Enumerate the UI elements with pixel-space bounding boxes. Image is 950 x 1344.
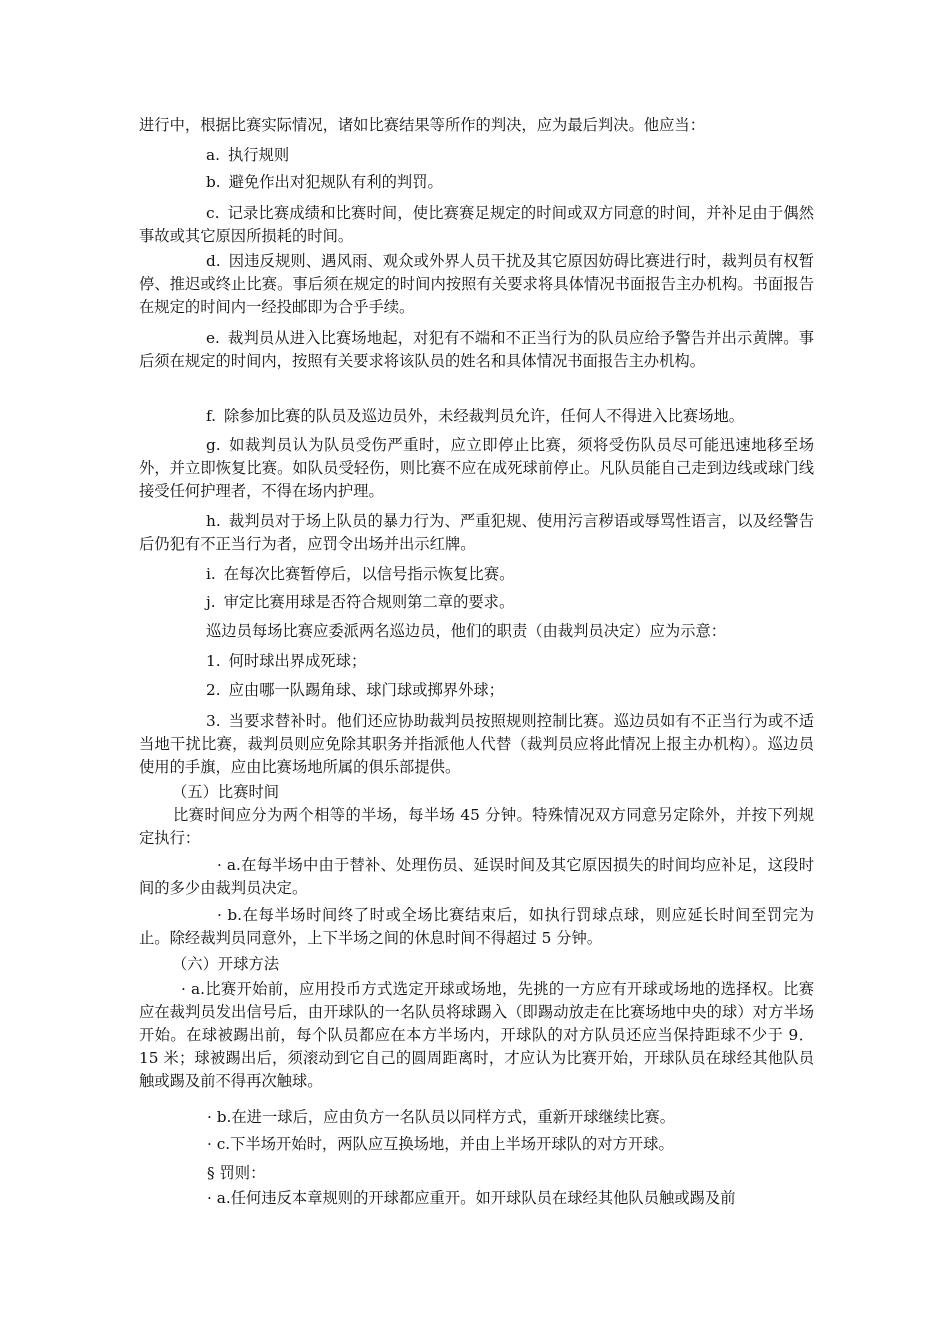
item-g-text: 如裁判员认为队员受伤严重时，应立即停止比赛，须将受伤队员尽可能迅速地移至场外，并立即恢复比赛。如队员受轻伤，则比赛不应在成死球前停止。凡队员能自己走到边线或球门线接受任何护理者，不得在场内护理。	[139, 436, 814, 500]
duty-2-label: 2.	[206, 681, 221, 699]
item-b-text: 避免作出对犯规队有利的判罚。	[228, 173, 443, 191]
item-i-text: 在每次比赛暂停后，以信号指示恢复比赛。	[223, 565, 515, 583]
item-c	[139, 202, 814, 248]
item-f-label: f.	[206, 407, 216, 425]
item-h	[139, 510, 814, 556]
item-c-text: 记录比赛成绩和比赛时间，使比赛赛足规定的时间或双方同意的时间，并补足由于偶然事故或其它原因所损耗的时间。	[139, 204, 814, 245]
intro-paragraph	[139, 114, 814, 137]
penalty-heading	[207, 1162, 814, 1185]
item-j-label: j.	[206, 593, 216, 611]
item-g	[139, 434, 814, 503]
duty-3	[139, 710, 814, 779]
item-j	[206, 591, 814, 614]
item-h-label: h.	[206, 512, 221, 530]
item-e-label: e.	[206, 329, 220, 347]
section-5-item-a	[139, 854, 814, 900]
item-e-text: 裁判员从进入比赛场地起，对犯有不端和不正当行为的队员应给予警告并出示黄牌。事后须在规定的时间内，按照有关要求将该队员的姓名和具体情况书面报告主办机构。	[139, 329, 814, 370]
duty-1-label: 1.	[206, 652, 221, 670]
item-b-label: b.	[206, 173, 221, 191]
item-d-text: 因违反规则、遇风雨、观众或外界人员干扰及其它原因妨碍比赛进行时，裁判员有权暂停、推迟或终止比赛。事后须在规定的时间内按照有关要求将具体情况书面报告主办机构。书面报告在规定的时间内一经投邮即为合乎手续。	[139, 252, 814, 316]
item-a-label: a.	[206, 146, 220, 164]
item-d-label: d.	[206, 252, 221, 270]
item-i	[206, 563, 814, 586]
section-6-heading	[172, 953, 814, 976]
item-a-text: 执行规则	[227, 146, 290, 164]
section-6-item-a-text: · a.比赛开始前，应用投币方式选定开球或场地，先挑的一方应有开球或场地的选择权。比赛应在裁判员发出信号后，由开球队的一名队员将球踢入（即踢动放走在比赛场地中央的球）对方半场开始。在球被踢出前，每个队员都应在本方半场内，开球队的对方队员还应当保持距球不少于 9．15 米；球被踢出后，须滚动到它自己的圆周距离时，才应认为比赛开始，开球队员在球经其他队员触或踢及前不得再次触球。	[139, 980, 814, 1090]
item-e	[139, 327, 814, 373]
duty-2-text: 应由哪一队踢角球、球门球或掷界外球；	[228, 681, 504, 699]
section-5-item-b	[139, 904, 814, 950]
section-6-title: （六）开球方法	[172, 955, 280, 973]
section-5-item-a-text: · a.在每半场中由于替补、处理伤员、延误时间及其它原因损失的时间均应补足，这段时间的多少由裁判员决定。	[139, 856, 814, 897]
penalty-item-a	[207, 1187, 814, 1210]
item-b	[206, 171, 814, 194]
item-f	[206, 405, 814, 428]
penalty-title: § 罚则：	[207, 1164, 266, 1182]
duty-1-text: 何时球出界成死球；	[228, 652, 367, 670]
linesman-paragraph	[206, 620, 814, 643]
duty-1	[206, 650, 814, 673]
item-g-label: g.	[206, 436, 221, 454]
item-f-text: 除参加比赛的队员及巡边员外，未经裁判员允许，任何人不得进入比赛场地。	[223, 407, 745, 425]
section-6-item-c	[207, 1133, 814, 1156]
item-a	[206, 144, 814, 167]
item-d	[139, 250, 814, 319]
item-i-label: i.	[206, 565, 216, 583]
item-h-text: 裁判员对于场上队员的暴力行为、严重犯规、使用污言秽语或辱骂性语言，以及经警告后仍犯有不正当行为者，应罚令出场并出示红牌。	[139, 512, 814, 553]
section-6-item-b	[207, 1106, 814, 1129]
section-5-body	[139, 804, 814, 850]
duty-3-label: 3.	[206, 712, 221, 730]
item-c-label: c.	[206, 204, 220, 222]
duty-3-text: 当要求替补时。他们还应协助裁判员按照规则控制比赛。巡边员如有不正当行为或不适当地干扰比赛，裁判员则应免除其职务并指派他人代替（裁判员应将此情况上报主办机构）。巡边员使用的手旗，应由比赛场地所属的俱乐部提供。	[139, 712, 814, 776]
item-j-text: 审定比赛用球是否符合规则第二章的要求。	[223, 593, 515, 611]
section-5-title: （五）比赛时间	[172, 783, 280, 801]
duty-2	[206, 679, 814, 702]
penalty-item-a-text: · a.任何违反本章规则的开球都应重开。如开球队员在球经其他队员触或踢及前	[207, 1189, 736, 1207]
linesman-text: 巡边员每场比赛应委派两名巡边员，他们的职责（由裁判员决定）应为示意：	[206, 622, 727, 640]
section-5-heading	[172, 781, 814, 804]
section-5-item-b-text: · b.在每半场时间终了时或全场比赛结束后，如执行罚球点球，则应延长时间至罚完为止。除经裁判员同意外，上下半场之间的休息时间不得超过 5 分钟。	[139, 906, 814, 947]
section-6-item-a	[139, 978, 814, 1093]
section-6-item-b-text: · b.在进一球后，应由负方一名队员以同样方式，重新开球继续比赛。	[207, 1108, 675, 1126]
section-5-text: 比赛时间应分为两个相等的半场，每半场 45 分钟。特殊情况双方同意另定除外，并按下列规定执行：	[139, 806, 814, 847]
section-6-item-c-text: · c.下半场开始时，两队应互换场地，并由上半场开球队的对方开球。	[207, 1135, 674, 1153]
intro-text: 进行中，根据比赛实际情况，诸如比赛结果等所作的判决，应为最后判决。他应当：	[139, 116, 705, 134]
